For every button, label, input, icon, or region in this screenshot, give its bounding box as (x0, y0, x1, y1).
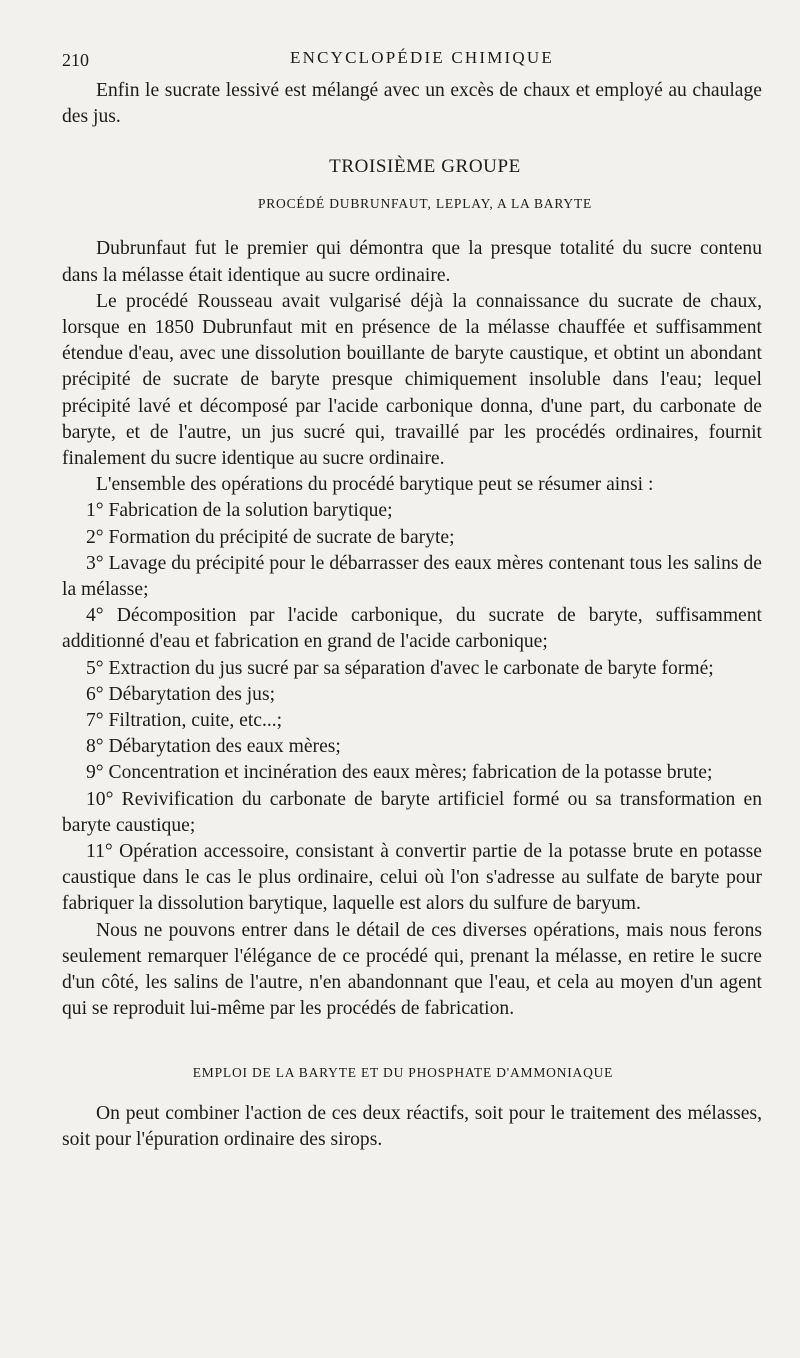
step-item: 10° Revivification du carbonate de baryte artificiel formé ou sa transformation en baryte caustique; (62, 788, 762, 836)
conclusion-paragraph: Nous ne pouvons entrer dans le détail de ces diverses opérations, mais nous ferons seulement remarquer l'élégance de ce procédé qui, prenant la mélasse, en retire le sucre d'un côté, les salins de l'autre, n'en abandonnant que l'eau, et cela au moyen d'un agent qui se reproduit lui-même par les procédés de fabrication. (62, 919, 762, 1020)
step-item: 7° Filtration, cuite, etc...; (86, 710, 283, 732)
step-item: 5° Extraction du jus sucré par sa séparation d'avec le carbonate de baryte formé; (86, 657, 714, 679)
section-title: TROISIÈME GROUPE (329, 156, 521, 178)
section2-title-tail: AMMONIAQUE (509, 1064, 614, 1080)
intro-paragraph: Enfin le sucrate lessivé est mélangé avec un excès de chaux et employé au chaulage des jus. (62, 80, 762, 128)
section2-title (62, 1065, 762, 1081)
page-number: 210 (62, 50, 89, 70)
step-item: 4° Décomposition par l'acide carbonique, du sucrate de baryte, suffisamment additionné d'eau et fabrication en grand de l'acide carbonique; (62, 605, 762, 653)
paragraph-dubrunfaut: Dubrunfaut fut le premier qui démontra que la presque totalité du sucre contenu dans la mélasse était identique au sucre ordinaire. (62, 238, 762, 286)
step-item: 3° Lavage du précipité pour le débarrasser des eaux mères contenant tous les salins de la mélasse; (62, 552, 762, 601)
section2-title-main: EMPLOI DE LA BARYTE ET DU PHOSPHATE D' (192, 1064, 510, 1080)
step-item: 6° Débarytation des jus; (86, 683, 276, 705)
step-item: 1° Fabrication de la solution barytique; (86, 500, 393, 522)
step-item: 2° Formation du précipité de sucrate de baryte; (86, 526, 455, 548)
paragraph-rousseau: Le procédé Rousseau avait vulgarisé déjà la connaissance du sucrate de chaux, lorsque en 1850 Dubrunfaut mit en présence de la mélasse chauffée et suffisamment étendue d'eau, avec une dissolution bouillante de baryte caustique, et obtint un abondant précipité de sucrate de baryte presque chimiquement insoluble dans l'eau; lequel précipité lavé et décomposé par l'acide carbonique donna, d'une part, du carbonate de baryte, et de l'autre, un jus sucré qui, travaillé par les procédés ordinaires, fournit finalement du sucre identique au sucre ordinaire. (62, 290, 762, 470)
step-item: 9° Concentration et incinération des eaux mères; fabrication de la potasse brute; (86, 762, 713, 784)
step-item: 8° Débarytation des eaux mères; (86, 736, 341, 758)
step-item: 11° Opération accessoire, consistant à convertir partie de la potasse brute en potasse caustique dans le cas le plus ordinaire, celui où l'on s'adresse au sulfate de baryte pour fabriquer la dissolution barytique, laquelle est alors du sulfure de baryum. (62, 841, 762, 915)
paragraph-ensemble: L'ensemble des opérations du procédé barytique peut se résumer ainsi : (96, 474, 654, 496)
running-header (62, 46, 762, 72)
section2-paragraph: On peut combiner l'action de ces deux réactifs, soit pour le traitement des mélasses, soit pour l'épuration ordinaire des sirops. (62, 1102, 762, 1150)
section-subtitle: PROCÉDÉ DUBRUNFAUT, LEPLAY, A LA BARYTE (257, 196, 593, 212)
running-title: ENCYCLOPÉDIE CHIMIQUE (290, 48, 554, 67)
